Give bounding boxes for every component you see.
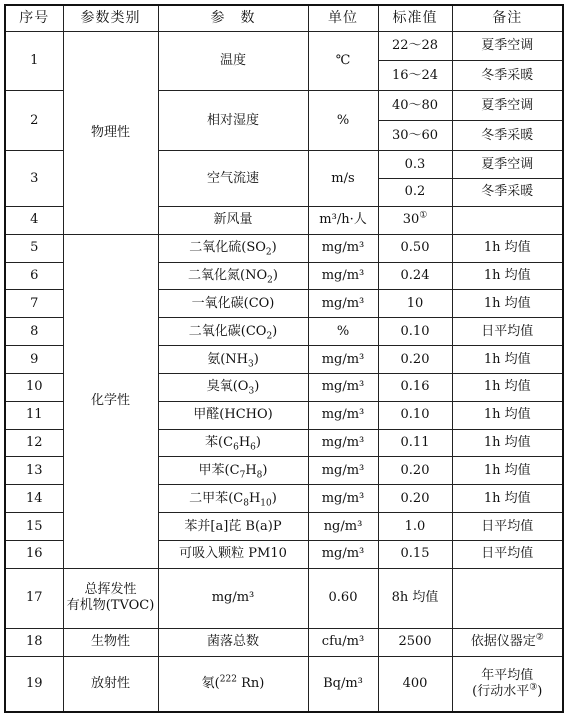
indoor-air-quality-standard-table bbox=[4, 4, 564, 713]
parameter-name: 相对湿度 bbox=[158, 91, 308, 151]
formula-sub: 8 bbox=[256, 470, 263, 481]
formula: H bbox=[248, 490, 261, 506]
remark: 8h 均值 bbox=[378, 568, 452, 628]
remark: 冬季采暖 bbox=[452, 121, 563, 151]
parameter-name: 二甲苯$(C_8H_{10})$ bbox=[158, 485, 308, 513]
formula-sub: 10 bbox=[260, 498, 272, 509]
unit: m/s bbox=[308, 151, 378, 207]
standard-value bbox=[378, 206, 452, 234]
row-number: 19 bbox=[5, 656, 63, 712]
unit: % bbox=[308, 318, 378, 346]
parameter-name bbox=[63, 568, 158, 628]
row-number: 11 bbox=[5, 401, 63, 429]
row-number: 15 bbox=[5, 513, 63, 541]
row-number: 9 bbox=[5, 346, 63, 374]
footnote-marker: ② bbox=[535, 632, 544, 643]
remark: 日平均值 bbox=[452, 541, 563, 569]
parameter-name: 菌落总数 bbox=[158, 628, 308, 656]
unit: mg/m³ bbox=[308, 346, 378, 374]
parameter-name: 甲苯$(C_7H_8)$ bbox=[158, 457, 308, 485]
parameter-name: 一氧化碳(CO) bbox=[158, 290, 308, 318]
remark: 夏季空调 bbox=[452, 151, 563, 179]
unit: mg/m³ bbox=[308, 457, 378, 485]
standard-value: 0.20 bbox=[378, 346, 452, 374]
formula-sub: 3 bbox=[248, 386, 255, 397]
param-text: 二甲苯 bbox=[189, 490, 229, 506]
unit: ℃ bbox=[308, 31, 378, 91]
standard-value: 0.20 bbox=[378, 457, 452, 485]
formula-sub: 6 bbox=[233, 442, 239, 453]
row-number: 1 bbox=[5, 31, 63, 91]
standard-value: 40～80 bbox=[378, 91, 452, 121]
row-number: 13 bbox=[5, 457, 63, 485]
header-parameter: 参 数 bbox=[158, 5, 308, 31]
remark-line2-end: ) bbox=[537, 683, 543, 699]
standard-value: 0.3 bbox=[378, 151, 452, 179]
remark: 夏季空调 bbox=[452, 91, 563, 121]
table-row bbox=[5, 656, 563, 712]
standard-value: 0.60 bbox=[308, 568, 378, 628]
formula-sub: 7 bbox=[239, 470, 246, 481]
unit: m³/h·人 bbox=[308, 206, 378, 234]
isotope-mass: 222 bbox=[219, 674, 237, 685]
formula: O bbox=[237, 379, 249, 395]
remark-line2 bbox=[455, 684, 561, 700]
row-number: 8 bbox=[5, 318, 63, 346]
row-number: 4 bbox=[5, 206, 63, 234]
formula: CO bbox=[245, 323, 267, 339]
remark: 冬季采暖 bbox=[452, 61, 563, 91]
remark-line1: 年平均值 bbox=[481, 667, 534, 683]
formula-sub: 6 bbox=[250, 442, 256, 453]
unit: mg/m³ bbox=[158, 568, 308, 628]
standard-value: 0.15 bbox=[378, 541, 452, 569]
standard-value: 0.10 bbox=[378, 401, 452, 429]
remark: 夏季空调 bbox=[452, 31, 563, 61]
formula: H bbox=[238, 435, 251, 451]
category-physical: 物理性 bbox=[63, 31, 158, 234]
table-row bbox=[5, 568, 563, 628]
parameter-name: 二氧化硫$(SO_2)$ bbox=[158, 234, 308, 262]
parameter-name: 臭氧$(O_3)$ bbox=[158, 373, 308, 401]
remark: 1h 均值 bbox=[452, 346, 563, 374]
param-text: 苯 bbox=[205, 435, 219, 451]
formula: NH bbox=[225, 351, 248, 367]
remark: 日平均值 bbox=[452, 318, 563, 346]
unit: mg/m³ bbox=[308, 401, 378, 429]
row-number: 6 bbox=[5, 262, 63, 290]
row-number: 14 bbox=[5, 485, 63, 513]
row-number: 16 bbox=[5, 541, 63, 569]
unit: ng/m³ bbox=[308, 513, 378, 541]
formula: C bbox=[229, 462, 240, 478]
unit: Bq/m³ bbox=[308, 656, 378, 712]
param-text-end: Rn) bbox=[236, 675, 265, 691]
param-text: 二氧化硫 bbox=[189, 240, 242, 256]
parameter-name: 空气流速 bbox=[158, 151, 308, 207]
param-text: 二氧化碳 bbox=[188, 323, 241, 339]
formula: NO bbox=[245, 267, 268, 283]
header-unit: 单位 bbox=[308, 5, 378, 31]
parameter-name: 二氧化碳$(CO_2)$ bbox=[158, 318, 308, 346]
parameter-name: 苯$(C_6H_6)$ bbox=[158, 429, 308, 457]
remark: 1h 均值 bbox=[452, 290, 563, 318]
standard-value: 1.0 bbox=[378, 513, 452, 541]
remark bbox=[452, 206, 563, 234]
param-text: 臭氧 bbox=[206, 379, 233, 395]
header-row bbox=[5, 5, 563, 31]
row-number: 18 bbox=[5, 628, 63, 656]
row-number: 17 bbox=[5, 568, 63, 628]
param-text: 甲苯 bbox=[198, 462, 225, 478]
remark: 1h 均值 bbox=[452, 457, 563, 485]
standard-value: 10 bbox=[378, 290, 452, 318]
header-remark: 备注 bbox=[452, 5, 563, 31]
standard-value: 0.2 bbox=[378, 179, 452, 207]
remark: 1h 均值 bbox=[452, 373, 563, 401]
table-row bbox=[5, 234, 563, 262]
remark bbox=[452, 656, 563, 712]
formula-sub: 2 bbox=[267, 275, 273, 286]
unit: mg/m³ bbox=[308, 541, 378, 569]
parameter-name: 甲醛(HCHO) bbox=[158, 401, 308, 429]
row-number: 10 bbox=[5, 373, 63, 401]
unit: mg/m³ bbox=[308, 234, 378, 262]
formula-sub: 2 bbox=[265, 247, 272, 258]
formula-sub: 8 bbox=[243, 498, 249, 509]
row-number: 12 bbox=[5, 429, 63, 457]
standard-value: 0.20 bbox=[378, 485, 452, 513]
parameter-name: 可吸入颗粒 PM10 bbox=[158, 541, 308, 569]
table-row bbox=[5, 628, 563, 656]
remark: 冬季采暖 bbox=[452, 179, 563, 207]
category-biological: 生物性 bbox=[63, 628, 158, 656]
unit: mg/m³ bbox=[308, 262, 378, 290]
unit: % bbox=[308, 91, 378, 151]
remark: 日平均值 bbox=[452, 513, 563, 541]
remark: 1h 均值 bbox=[452, 401, 563, 429]
formula-sub: 3 bbox=[248, 359, 254, 370]
remark: 1h 均值 bbox=[452, 485, 563, 513]
table-row bbox=[5, 31, 563, 61]
row-number: 2 bbox=[5, 91, 63, 151]
parameter-name: 二氧化氮$(NO_2)$ bbox=[158, 262, 308, 290]
standard-value: 2500 bbox=[378, 628, 452, 656]
category-chemical: 化学性 bbox=[63, 234, 158, 568]
standard-value: 0.50 bbox=[378, 234, 452, 262]
unit: mg/m³ bbox=[308, 290, 378, 318]
remark bbox=[452, 628, 563, 656]
formula: C bbox=[223, 435, 234, 451]
standard-value: 22～28 bbox=[378, 31, 452, 61]
standard-value: 0.10 bbox=[378, 318, 452, 346]
standard-value: 0.16 bbox=[378, 373, 452, 401]
row-number: 5 bbox=[5, 234, 63, 262]
parameter-name: 氨$(NH_3)$ bbox=[158, 346, 308, 374]
footnote-marker: ③ bbox=[529, 682, 538, 693]
formula: SO bbox=[246, 240, 266, 256]
formula-sub: 2 bbox=[266, 331, 273, 342]
header-standard-value: 标准值 bbox=[378, 5, 452, 31]
param-text: 二氧化氮 bbox=[188, 267, 241, 283]
param-text-line1: 总挥发性 bbox=[84, 582, 137, 598]
footnote-marker: ① bbox=[419, 210, 428, 221]
header-category: 参数类别 bbox=[63, 5, 158, 31]
parameter-name: 温度 bbox=[158, 31, 308, 91]
parameter-name: 新风量 bbox=[158, 206, 308, 234]
unit: mg/m³ bbox=[308, 429, 378, 457]
param-text-line2: 有机物(TVOC) bbox=[66, 598, 155, 614]
remark-text: 依据仪器定 bbox=[470, 634, 536, 650]
param-text: 氨 bbox=[207, 351, 221, 367]
remark: 1h 均值 bbox=[452, 234, 563, 262]
parameter-name bbox=[158, 656, 308, 712]
value-text: 30 bbox=[402, 212, 420, 228]
header-no: 序号 bbox=[5, 5, 63, 31]
remark: 1h 均值 bbox=[452, 262, 563, 290]
param-text: 氡( bbox=[201, 675, 220, 691]
parameter-name: 苯并[a]芘 B(a)P bbox=[158, 513, 308, 541]
standard-value: 0.24 bbox=[378, 262, 452, 290]
formula: H bbox=[245, 462, 257, 478]
unit: cfu/m³ bbox=[308, 628, 378, 656]
category-radioactive: 放射性 bbox=[63, 656, 158, 712]
row-number: 3 bbox=[5, 151, 63, 207]
unit: mg/m³ bbox=[308, 373, 378, 401]
unit: mg/m³ bbox=[308, 485, 378, 513]
standard-value: 16～24 bbox=[378, 61, 452, 91]
standard-value: 0.11 bbox=[378, 429, 452, 457]
standard-value: 400 bbox=[378, 656, 452, 712]
row-number: 7 bbox=[5, 290, 63, 318]
remark-line2-text: (行动水平 bbox=[472, 683, 530, 699]
formula: C bbox=[233, 490, 244, 506]
remark: 1h 均值 bbox=[452, 429, 563, 457]
standard-value: 30～60 bbox=[378, 121, 452, 151]
